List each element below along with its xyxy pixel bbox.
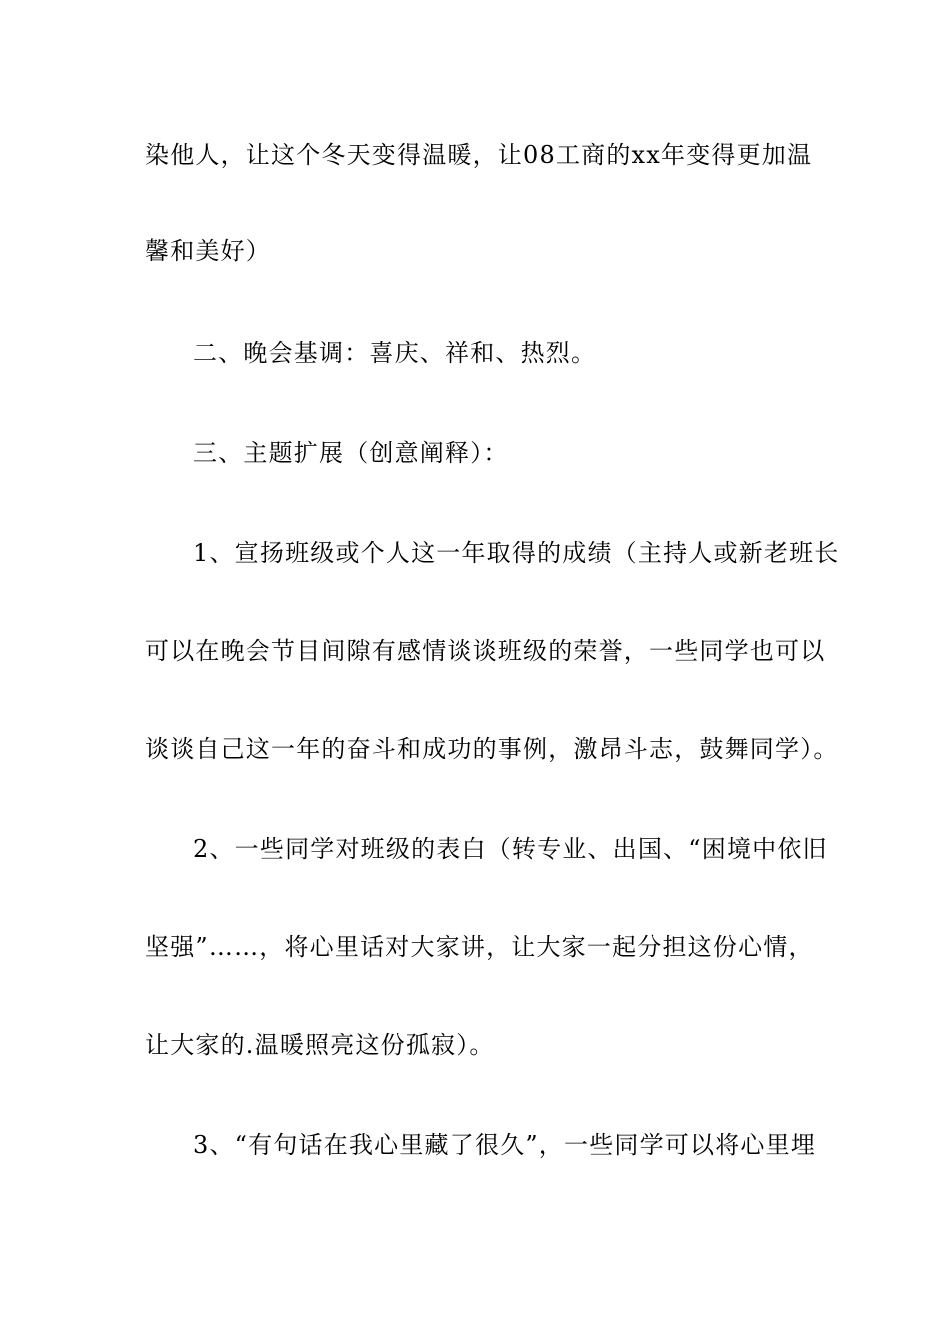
list-item-line: 让大家的.温暖照亮这份孤寂）。: [145, 1031, 495, 1059]
list-item-line: 可以在晚会节目间隙有感情谈谈班级的荣誉，一些同学也可以: [145, 637, 826, 665]
list-item-line: 坚强”……，将心里话对大家讲，让大家一起分担这份心情，: [145, 933, 814, 961]
list-item-line: 谈谈自己这一年的奋斗和成功的事例，激昂斗志，鼓舞同学）。: [145, 735, 839, 763]
section-heading: 三、主题扩展（创意阐释）：: [193, 439, 509, 467]
section-heading: 二、晚会基调：喜庆、祥和、热烈。: [193, 339, 597, 367]
list-item-line: 2、一些同学对班级的表白（转专业、出国、“困境中依旧: [193, 835, 828, 863]
list-item-line: 1、宣扬班级或个人这一年取得的成绩（主持人或新老班长: [193, 539, 840, 567]
paragraph-line: 染他人，让这个冬天变得温暖，让08工商的xx年变得更加温: [145, 141, 813, 169]
list-item-line: 3、“有句话在我心里藏了很久”，一些同学可以将心里埋: [193, 1131, 817, 1159]
paragraph-line: 馨和美好）: [145, 237, 271, 265]
